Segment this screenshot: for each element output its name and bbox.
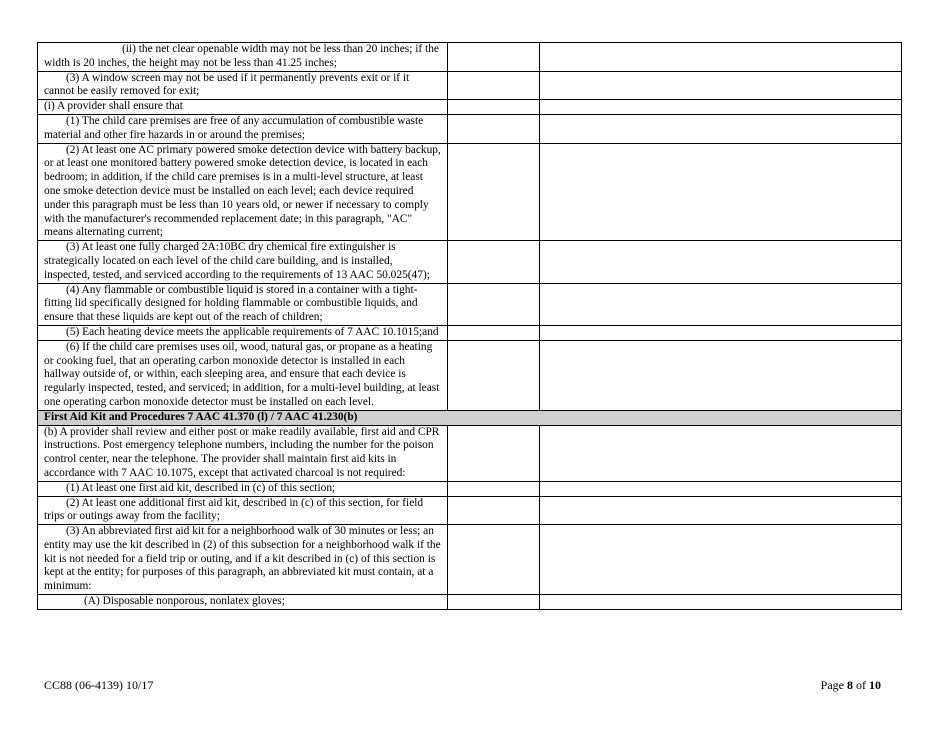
comments-cell[interactable] [540, 325, 902, 340]
table-row [38, 525, 902, 595]
page-number [821, 678, 881, 693]
comments-cell[interactable] [540, 340, 902, 410]
comments-cell[interactable] [540, 241, 902, 283]
table-row [38, 114, 902, 143]
table-row [38, 43, 902, 72]
requirement-text: (5) Each heating device meets the applicable requirements of 7 AAC 10.1015;and [38, 325, 448, 340]
compliance-cell[interactable] [448, 241, 540, 283]
compliance-cell[interactable] [448, 43, 540, 72]
comments-cell[interactable] [540, 481, 902, 496]
comments-cell[interactable] [540, 100, 902, 115]
requirement-text: (3) At least one fully charged 2A:10BC dry chemical fire extinguisher is strategically located on each level of the child care building, and is installed, inspected, tested, and serviced according to the requirements of 13 AAC 50.025(47); [38, 241, 448, 283]
table-row [38, 100, 902, 115]
requirement-text: (3) A window screen may not be used if it permanently prevents exit or if it cannot be easily removed for exit; [38, 71, 448, 100]
page-of: of [853, 678, 869, 692]
section-header-row [38, 410, 902, 425]
requirement-text: (6) If the child care premises uses oil, wood, natural gas, or propane as a heating or cooking fuel, that an operating carbon monoxide detector is installed in each hallway outside of, or within, each sleeping area, and ensure that each device is regularly inspected, tested, and serviced; in addition, for a multi-level building, at least one operating carbon monoxide detector must be installed on each level. [38, 340, 448, 410]
table-row [38, 481, 902, 496]
table-row [38, 283, 902, 325]
page-prefix: Page [820, 678, 847, 692]
comments-cell[interactable] [540, 283, 902, 325]
requirement-text: (b) A provider shall review and either post or make readily available, first aid and CPR instructions. Post emergency telephone numbers, including the number for the poison control center, near the telephone. The provider shall maintain first aid kits in accordance with 7 AAC 10.1075, except that activated charcoal is not required: [38, 425, 448, 481]
compliance-cell[interactable] [448, 283, 540, 325]
section-title: First Aid Kit and Procedures 7 AAC 41.370 (l) / 7 AAC 41.230(b) [38, 410, 902, 425]
requirement-text: (4) Any flammable or combustible liquid is stored in a container with a tight-fitting lid specifically designed for holding flammable or combustible liquids, and ensure that these liquids are kept out of the reach of children; [38, 283, 448, 325]
checklist-table [37, 42, 902, 610]
compliance-cell[interactable] [448, 71, 540, 100]
table-row [38, 143, 902, 241]
requirement-text: (ii) the net clear openable width may not be less than 20 inches; if the width is 20 inches, the height may not be less than 41.25 inches; [38, 43, 448, 72]
table-row [38, 71, 902, 100]
table-row [38, 425, 902, 481]
compliance-cell[interactable] [448, 114, 540, 143]
compliance-cell[interactable] [448, 496, 540, 525]
compliance-cell[interactable] [448, 425, 540, 481]
comments-cell[interactable] [540, 595, 902, 610]
comments-cell[interactable] [540, 143, 902, 241]
comments-cell[interactable] [540, 43, 902, 72]
comments-cell[interactable] [540, 71, 902, 100]
page-current: 8 [847, 678, 853, 692]
table-row [38, 496, 902, 525]
checklist-body [38, 43, 902, 610]
table-row [38, 595, 902, 610]
requirement-text: (2) At least one additional first aid kit, described in (c) of this section, for field trips or outings away from the facility; [38, 496, 448, 525]
compliance-cell[interactable] [448, 340, 540, 410]
compliance-cell[interactable] [448, 481, 540, 496]
compliance-cell[interactable] [448, 525, 540, 595]
requirement-text: (2) At least one AC primary powered smoke detection device with battery backup, or at least one monitored battery powered smoke detection device, is located in each bedroom; in addition, if the child care premises is in a multi-level structure, at least one smoke detection device must be installed on each level; each device required under this paragraph must be less than 10 years old, or newer if necessary to comply with the manufacturer's recommended replacement date; in this paragraph, "AC" means alternating current; [38, 143, 448, 241]
compliance-cell[interactable] [448, 100, 540, 115]
compliance-cell[interactable] [448, 325, 540, 340]
table-row [38, 325, 902, 340]
compliance-cell[interactable] [448, 595, 540, 610]
comments-cell[interactable] [540, 496, 902, 525]
requirement-text: (A) Disposable nonporous, nonlatex gloves; [38, 595, 448, 610]
form-id: CC88 (06-4139) 10/17 [44, 678, 154, 692]
table-row [38, 340, 902, 410]
table-row [38, 241, 902, 283]
requirement-text: (1) At least one first aid kit, described in (c) of this section; [38, 481, 448, 496]
requirement-text: (1) The child care premises are free of any accumulation of combustible waste material and other fire hazards in or around the premises; [38, 114, 448, 143]
requirement-text: (i) A provider shall ensure that [38, 100, 448, 115]
requirement-text: (3) An abbreviated first aid kit for a neighborhood walk of 30 minutes or less; an entity may use the kit described in (2) of this subsection for a neighborhood walk if the kit is not needed for a field trip or outing, and if a kit described in (c) of this section is kept at the entity; for purposes of this paragraph, an abbreviated kit must contain, at a minimum: [38, 525, 448, 595]
compliance-cell[interactable] [448, 143, 540, 241]
comments-cell[interactable] [540, 114, 902, 143]
page-total: 10 [869, 678, 881, 692]
comments-cell[interactable] [540, 525, 902, 595]
comments-cell[interactable] [540, 425, 902, 481]
